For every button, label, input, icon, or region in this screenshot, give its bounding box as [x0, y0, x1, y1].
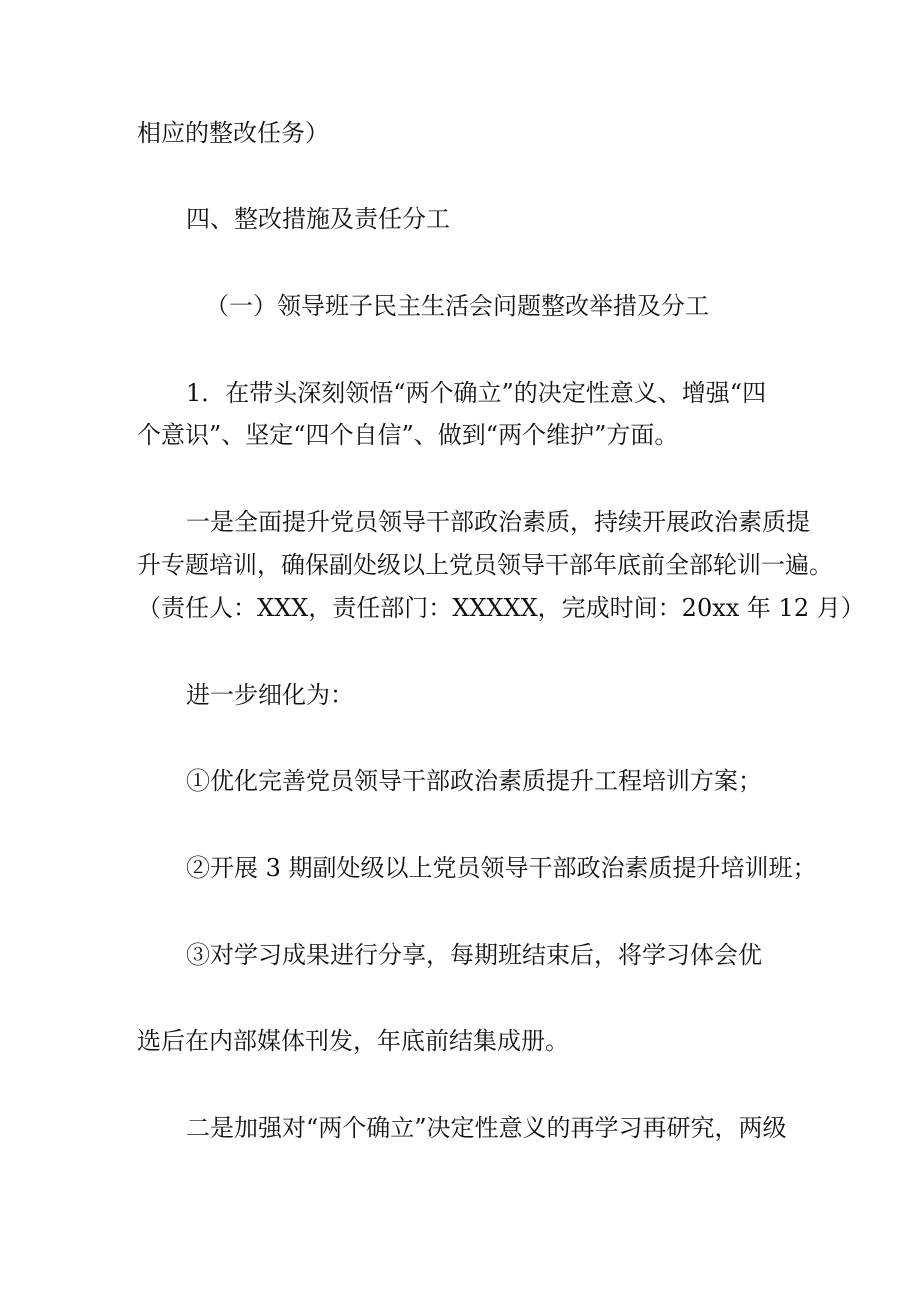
- subsection-heading: （一）领导班子民主生活会问题整改举措及分工: [205, 292, 709, 320]
- refinement-item-3-line-1: ③对学习成果进行分享，每期班结束后，将学习体会优: [186, 941, 762, 969]
- measure-1-line-2: 升专题培训，确保副处级以上党员领导干部年底前全部轮训一遍。: [137, 551, 833, 579]
- refinement-item-2: ②开展 3 期副处级以上党员领导干部政治素质提升培训班；: [186, 854, 817, 882]
- refinement-item-1: ①优化完善党员领导干部政治素质提升工程培训方案；: [186, 767, 762, 795]
- refinement-item-3-line-2: 选后在内部媒体刊发，年底前结集成册。: [137, 1027, 569, 1055]
- refinement-label: 进一步细化为：: [186, 681, 354, 709]
- item-1-line-1: 1．在带头深刻领悟“两个确立”的决定性意义、增强“四: [186, 379, 767, 407]
- measure-1-line-1: 一是全面提升党员领导干部政治素质，持续开展政治素质提: [186, 508, 810, 536]
- paragraph-tail-text: 相应的整改任务）: [137, 119, 329, 147]
- item-1-line-2: 个意识”、坚定“四个自信”、做到“两个维护”方面。: [137, 421, 679, 449]
- measure-2-line-1: 二是加强对“两个确立”决定性意义的再学习再研究，两级: [186, 1114, 787, 1142]
- measure-1-responsibility: （责任人：XXX，责任部门：XXXXX，完成时间：20xx 年 12 月）: [137, 594, 865, 622]
- section-heading: 四、整改措施及责任分工: [186, 205, 450, 233]
